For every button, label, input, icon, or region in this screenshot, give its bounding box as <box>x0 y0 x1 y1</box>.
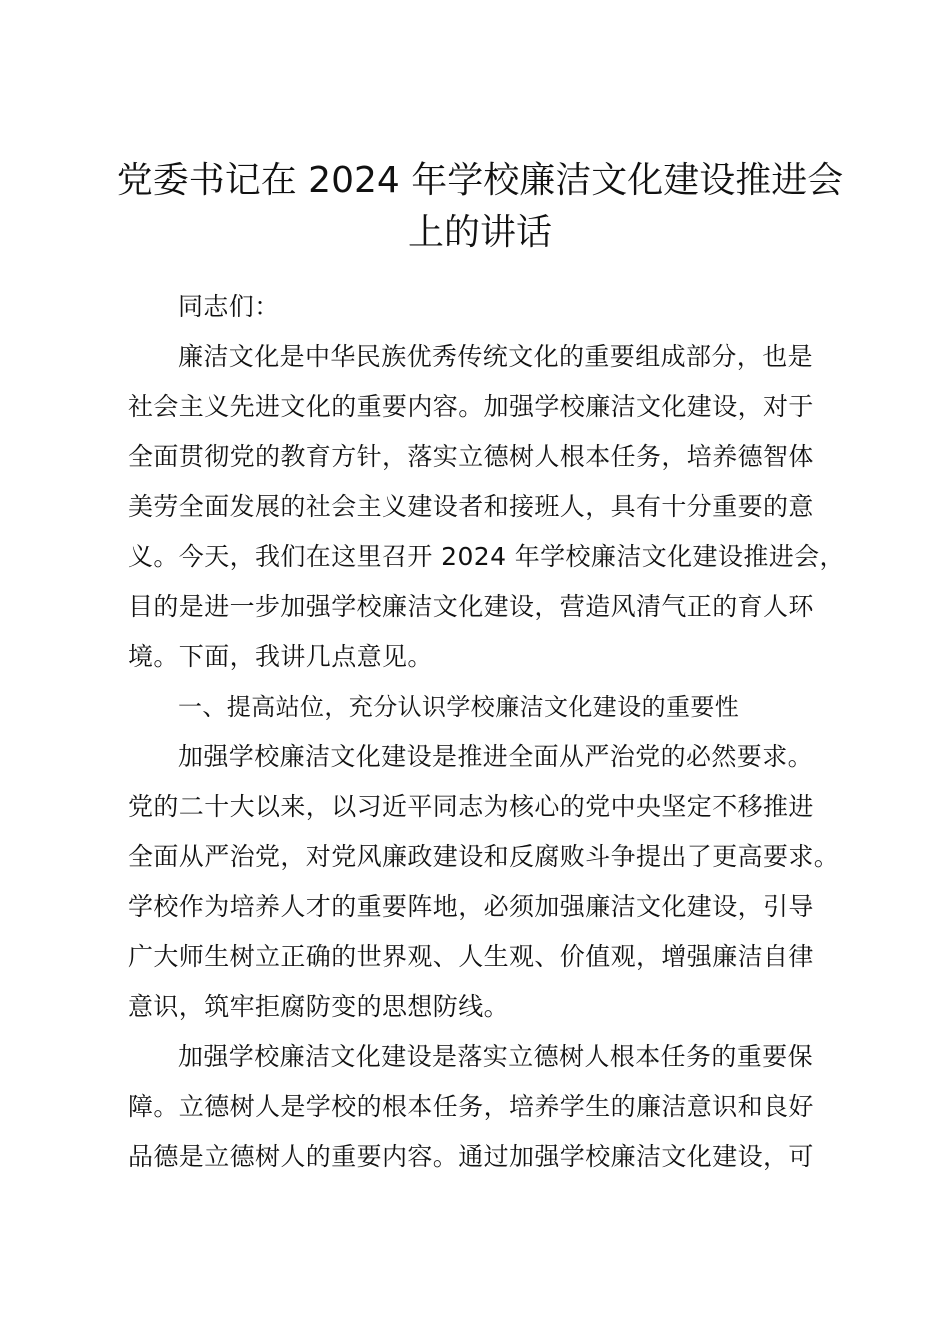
text-line: 学校作为培养人才的重要阵地，必须加强廉洁文化建设，引导 <box>128 892 814 921</box>
text-line: 境。下面，我讲几点意见。 <box>128 642 433 671</box>
text-line: 障。立德树人是学校的根本任务，培养学生的廉洁意识和良好 <box>128 1092 814 1121</box>
text-line: 义。今天，我们在这里召开 2024 年学校廉洁文化建设推进会， <box>128 542 845 571</box>
title-line-2: 上的讲话 <box>407 212 552 253</box>
text-line: 加强学校廉洁文化建设是推进全面从严治党的必然要求。 <box>178 742 814 771</box>
section-heading: 一、提高站位，充分认识学校廉洁文化建设的重要性 <box>178 693 740 721</box>
text-line: 广大师生树立正确的世界观、人生观、价值观，增强廉洁自律 <box>128 942 814 971</box>
text-line: 全面贯彻党的教育方针，落实立德树人根本任务，培养德智体 <box>128 442 814 471</box>
text-line: 社会主义先进文化的重要内容。加强学校廉洁文化建设，对于 <box>128 392 814 421</box>
text-line: 目的是进一步加强学校廉洁文化建设，营造风清气正的育人环 <box>128 592 814 621</box>
text-line: 廉洁文化是中华民族优秀传统文化的重要组成部分，也是 <box>178 342 814 371</box>
title-line-1: 党委书记在 2024 年学校廉洁文化建设推进会 <box>116 160 844 201</box>
text-line: 全面从严治党，对党风廉政建设和反腐败斗争提出了更高要求。 <box>128 842 840 871</box>
document-body <box>128 282 848 1182</box>
text-line: 意识，筑牢拒腐防变的思想防线。 <box>128 992 510 1021</box>
text-line: 美劳全面发展的社会主义建设者和接班人，具有十分重要的意 <box>128 492 814 521</box>
text-line: 党的二十大以来，以习近平同志为核心的党中央坚定不移推进 <box>128 792 814 821</box>
text-line: 同志们： <box>178 292 280 321</box>
text-line: 品德是立德树人的重要内容。通过加强学校廉洁文化建设，可 <box>128 1142 814 1171</box>
document-title <box>100 155 860 259</box>
text-line: 加强学校廉洁文化建设是落实立德树人根本任务的重要保 <box>178 1042 814 1071</box>
